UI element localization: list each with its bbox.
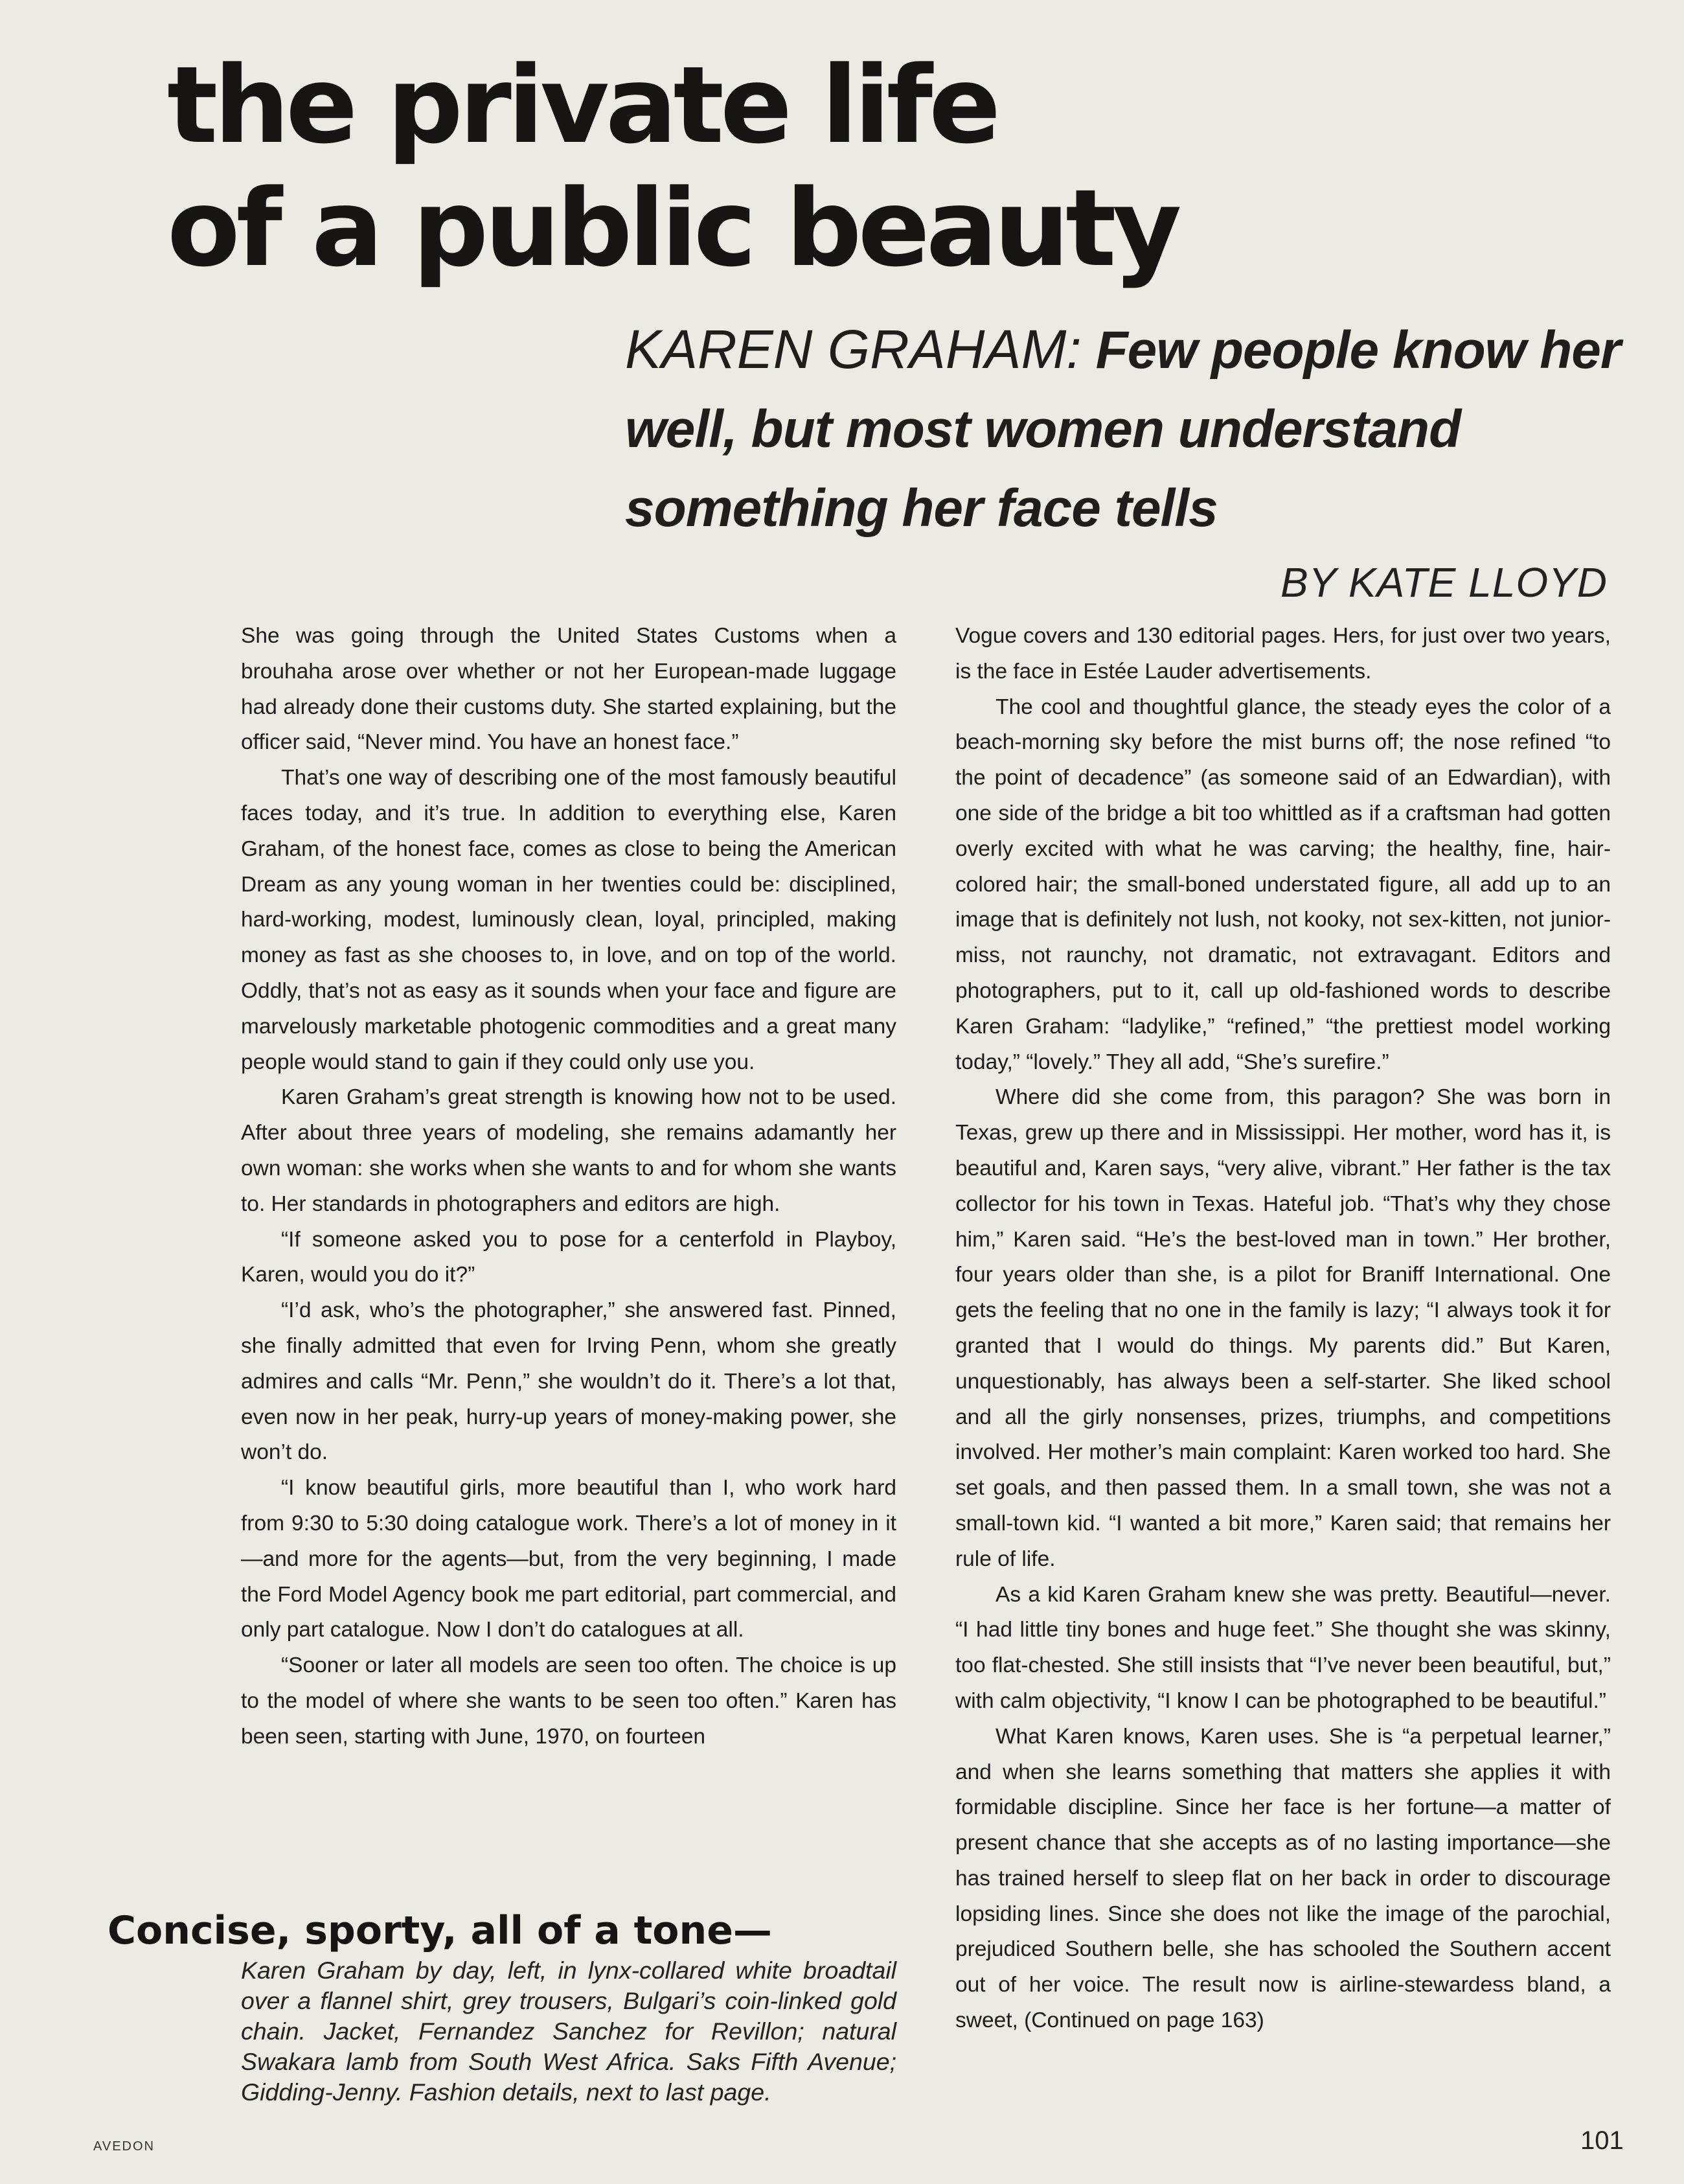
paragraph: “If someone asked you to pose for a centerfold in Playboy, Karen, would you do it?” [241, 1227, 896, 1287]
paragraph: Where did she come from, this paragon? She was born in Texas, grew up there and in Mississippi. Her mother, word has it, is beautiful and, Karen says, “very alive, vibrant.” Her father is the tax collector for his town in Texas. Hateful job. “That’s why they chose him,” Karen said. “He’s the best-loved man in town.” Her brother, four years older than she, is a pilot for Braniff International. One gets the feeling that no one in the family is lazy; “I always took it for granted that I would do things. My parents did.” But Karen, unquestionably, has always been a self-starter. She liked school and all the girly nonsenses, prizes, triumphs, and competitions involved. Her mother’s main complaint: Karen worked too hard. She set goals, and then passed them. In a small town, she was not a small-town kid. “I wanted a bit more,” Karen said; that remains her rule of life. [955, 1085, 1611, 1571]
article-column-right [955, 619, 1611, 2039]
page-number: 101 [1580, 2126, 1624, 2155]
subhead-text: Few people know her well, but most women understand something her face tells [625, 321, 1621, 538]
paragraph: “Sooner or later all models are seen too often. The choice is up to the model of where she wants to be seen too often.” Karen has been seen, starting with June, 1970, on fourteen [241, 1653, 896, 1749]
paragraph: As a kid Karen Graham knew she was pretty. Beautiful—never. “I had little tiny bones and huge feet.” She thought she was skinny, too flat-chested. She still insists that “I’ve never been beautiful, but,” with calm objectivity, “I know I can be photographed to be beautiful.” [955, 1582, 1611, 1713]
subhead [625, 310, 1635, 548]
subhead-name: KAREN GRAHAM: [625, 319, 1082, 380]
paragraph: What Karen knows, Karen uses. She is “a perpetual learner,” and when she learns something that matters she applies it with formidable discipline. Since her face is her fortune—a matter of present chance that she accepts as of no lasting importance—she has trained herself to sleep flat on her back in order to discourage lopsiding lines. Since she does not like the image of the parochial, prejudiced Southern belle, she has schooled the Southern accent out of her voice. The result now is airline-stewardess bland, a sweet, (Continued on page 163) [955, 1724, 1611, 2033]
headline [167, 44, 1178, 290]
paragraph: The cool and thoughtful glance, the steady eyes the color of a beach-morning sky before the mist burns off; the nose refined “to the point of decadence” (as someone said of an Edwardian), with one side of the bridge a bit too whittled as if a craftsman had gotten overly excited with what he was carving; the healthy, fine, hair-colored hair; the small-boned understated figure, all add up to an image that is definitely not lush, not kooky, not sex-kitten, not junior-miss, not raunchy, not dramatic, not extravagant. Editors and photographers, put to it, call up old-fashioned words to describe Karen Graham: “ladylike,” “refined,” “the prettiest model working today,” “lovely.” They all add, “She’s surefire.” [955, 695, 1611, 1074]
headline-line-1: the private life [167, 43, 997, 167]
headline-line-2: of a public beauty [167, 167, 1178, 290]
paragraph: “I’d ask, who’s the photographer,” she answered fast. Pinned, she finally admitted that even for Irving Penn, whom she greatly admires and calls “Mr. Penn,” she wouldn’t do it. There’s a lot that, even now in her peak, hurry-up years of money-making power, she won’t do. [241, 1298, 896, 1465]
paragraph: “I know beautiful girls, more beautiful than I, who work hard from 9:30 to 5:30 doing catalogue work. There’s a lot of money in it—and more for the agents—but, from the very beginning, I made the Ford Model Agency book me part editorial, part commercial, and only part catalogue. Now I don’t do catalogues at all. [241, 1476, 896, 1642]
paragraph: She was going through the United States Customs when a brouhaha arose over whether or not her European-made luggage had already done their customs duty. She started explaining, but the officer said, “Never mind. You have an honest face.” [241, 624, 896, 755]
article-column-left [241, 619, 896, 1755]
paragraph: Vogue covers and 130 editorial pages. Hers, for just over two years, is the face in Estée Lauder advertisements. [955, 624, 1611, 684]
byline: BY KATE LLOYD [1280, 559, 1608, 606]
paragraph: Karen Graham’s great strength is knowing how not to be used. After about three years of modeling, she remains adamantly her own woman: she works when she wants to and for whom she wants to. Her standards in photographers and editors are high. [241, 1085, 896, 1216]
paragraph: That’s one way of describing one of the most famously beautiful faces today, and it’s true. In addition to everything else, Karen Graham, of the honest face, comes as close to being the American Dream as any young woman in her twenties could be: disciplined, hard-working, modest, luminously clean, loyal, principled, making money as fast as she chooses to, in love, and on top of the world. Oddly, that’s not as easy as it sounds when your face and figure are marvelously marketable photogenic commodities and a great many people would stand to gain if they could only use you. [241, 766, 896, 1074]
caption-body: Karen Graham by day, left, in lynx-collared white broadtail over a flannel shirt, grey trousers, Bulgari’s coin-linked gold chain. Jacket, Fernandez Sanchez for Revillon; natural Swakara lamb from South West Africa. Saks Fifth Avenue; Gidding-Jenny. Fashion details, next to last page. [241, 1957, 896, 2106]
caption-title: Concise, sporty, all of a tone— [108, 1908, 772, 1953]
photo-credit: AVEDON [93, 2139, 155, 2154]
